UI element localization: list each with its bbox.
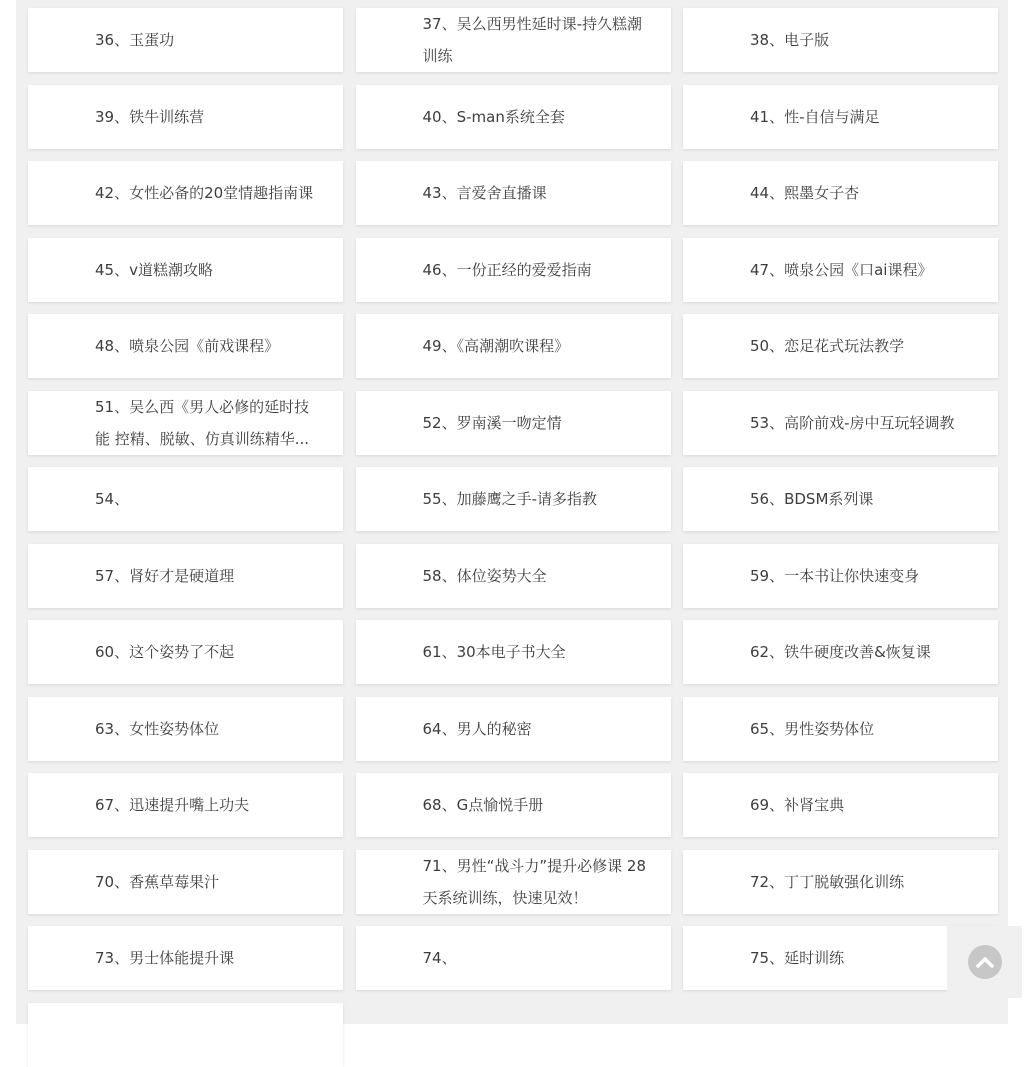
course-card[interactable] <box>356 238 671 302</box>
course-card-label: 46、一份正经的爱爱指南 <box>422 260 592 279</box>
course-card[interactable] <box>356 850 671 914</box>
course-card-label: 56、BDSM系列课 <box>750 490 874 508</box>
course-card[interactable] <box>28 544 343 608</box>
course-card[interactable] <box>28 1003 343 1067</box>
course-card[interactable] <box>683 8 998 72</box>
course-card-label: 61、30本电子书大全 <box>422 643 566 661</box>
course-card[interactable] <box>356 161 671 225</box>
course-card[interactable] <box>356 544 671 608</box>
course-card-label: 58、体位姿势大全 <box>422 566 547 585</box>
course-card[interactable] <box>356 926 671 990</box>
course-card-label: 53、高阶前戏-房中互玩轻调教 <box>750 413 955 432</box>
course-card-label: 59、一本书让你快速变身 <box>750 566 920 585</box>
course-card-label: 74、 <box>422 949 457 967</box>
course-card-label: 72、丁丁脱敏强化训练 <box>750 872 905 891</box>
course-card-label: 47、喷泉公园《口ai课程》 <box>750 260 933 279</box>
course-card-label: 41、性-自信与满足 <box>750 107 880 126</box>
course-card-label: 52、罗南溪一吻定情 <box>422 413 562 432</box>
course-card-label: 36、玉蛋功 <box>95 31 175 49</box>
course-card-label: 39、铁牛训练营 <box>95 107 205 126</box>
course-card-label: 69、补肾宝典 <box>750 796 845 814</box>
course-card-label: 43、言爱舍直播课 <box>422 184 547 202</box>
course-card-label: 42、女性必备的20堂情趣指南课 <box>95 184 314 202</box>
course-card[interactable] <box>28 850 343 914</box>
course-card[interactable] <box>683 391 998 455</box>
course-card-label: 67、迅速提升嘴上功夫 <box>95 796 250 814</box>
course-card[interactable] <box>356 467 671 531</box>
course-card-label: 55、加藤鹰之手-请多指教 <box>422 490 598 508</box>
course-card[interactable] <box>28 238 343 302</box>
course-card[interactable] <box>683 161 998 225</box>
course-card[interactable] <box>356 85 671 149</box>
course-card[interactable] <box>28 161 343 225</box>
course-card-label: 70、香蕉草莓果汁 <box>95 872 220 891</box>
course-card[interactable] <box>356 697 671 761</box>
course-card[interactable] <box>28 8 343 72</box>
course-card[interactable] <box>683 544 998 608</box>
course-card-label: 68、G点愉悦手册 <box>422 796 544 814</box>
course-card-label: 63、女性姿势体位 <box>95 719 220 738</box>
course-card-label: 45、v道糕潮攻略 <box>95 260 213 279</box>
course-card-label: 75、延时训练 <box>750 949 845 967</box>
course-card-label: 60、这个姿势了不起 <box>95 643 235 661</box>
chevron-up-circle-icon <box>968 945 1002 979</box>
course-card-label: 40、S-man系统全套 <box>422 107 565 126</box>
course-card[interactable] <box>28 926 343 990</box>
course-card[interactable] <box>683 773 998 837</box>
back-to-top-button[interactable] <box>947 926 1022 998</box>
course-card-label: 37、吴么西男性延时课-持久糕潮训练 <box>422 15 643 65</box>
course-card[interactable] <box>28 697 343 761</box>
course-card[interactable] <box>28 314 343 378</box>
course-card[interactable] <box>356 391 671 455</box>
course-card[interactable] <box>683 314 998 378</box>
course-card[interactable] <box>356 620 671 684</box>
course-card[interactable] <box>683 697 998 761</box>
course-card-label: 50、恋足花式玩法教学 <box>750 337 905 355</box>
course-card[interactable] <box>683 620 998 684</box>
course-card-label: 44、熙墨女子杏 <box>750 184 860 202</box>
course-card-label: 38、电子版 <box>750 31 830 49</box>
course-card-label: 64、男人的秘密 <box>422 719 532 738</box>
course-card-label: 57、肾好才是硬道理 <box>95 566 235 585</box>
course-card-label: 48、喷泉公园《前戏课程》 <box>95 337 280 355</box>
course-card[interactable] <box>28 773 343 837</box>
course-card-label: 71、男性“战斗力”提升必修课 28天系统训练，快速见效！ <box>422 856 646 907</box>
course-card-label: 54、 <box>95 490 130 508</box>
course-card[interactable] <box>28 620 343 684</box>
course-card[interactable] <box>28 85 343 149</box>
course-card-label: 65、男性姿势体位 <box>750 719 875 738</box>
course-card[interactable] <box>356 773 671 837</box>
course-card-label: 51、吴么西《男人必修的延时技能 控精、脱敏、仿真训练精华... <box>95 397 310 448</box>
course-card[interactable] <box>28 391 343 455</box>
course-card[interactable] <box>683 467 998 531</box>
course-card[interactable] <box>356 314 671 378</box>
course-card[interactable] <box>683 85 998 149</box>
course-card-label: 62、铁牛硬度改善&恢复课 <box>750 643 931 661</box>
course-grid <box>28 8 998 1067</box>
course-card-label: 49、《高潮潮吹课程》 <box>422 337 570 355</box>
course-card[interactable] <box>683 850 998 914</box>
course-card[interactable] <box>683 238 998 302</box>
course-card[interactable] <box>28 467 343 531</box>
course-card-label: 73、男士体能提升课 <box>95 949 235 967</box>
course-card[interactable] <box>356 8 671 72</box>
